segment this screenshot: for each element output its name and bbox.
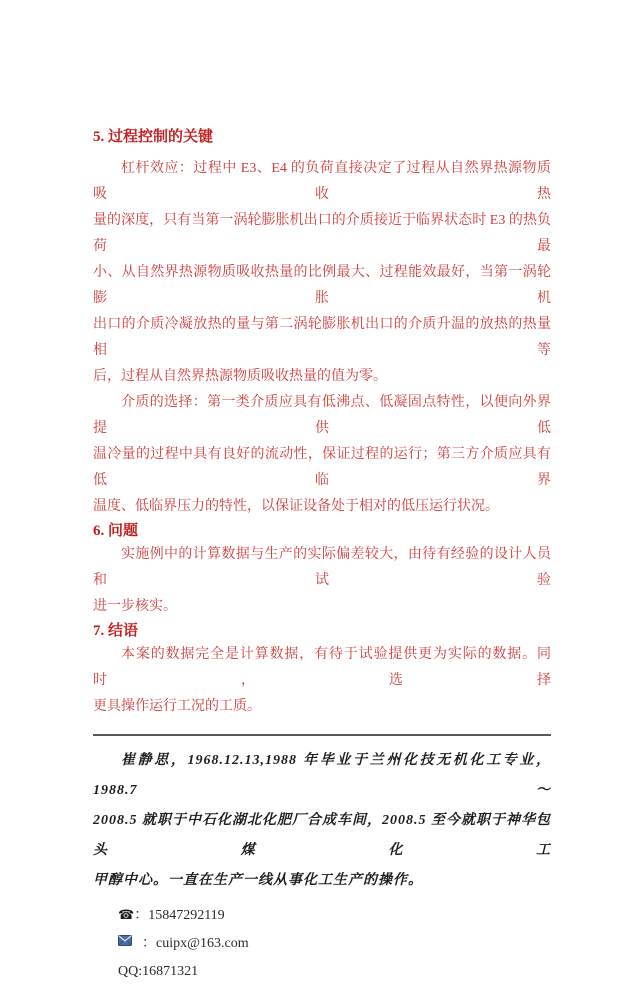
paragraph-line: 杠杆效应：过程中 E3、E4 的负荷直接决定了过程从自然界热源物质吸收热: [93, 161, 551, 202]
email-separator: ：: [142, 936, 156, 952]
paragraph-line: 实施例中的计算数据与生产的实际偏差较大，由待有经验的设计人员和试验: [93, 547, 551, 588]
paragraph-medium-selection: [93, 390, 551, 520]
paragraph-line: 小、从自然界热源物质吸收热量的比例最大、过程能效最好，当第一涡轮膨胀机: [93, 265, 551, 306]
section-heading-6: 6. 问题: [93, 523, 139, 539]
qq-line: QQ:16871321: [118, 964, 199, 980]
email-icon: [118, 929, 132, 957]
phone-line: [118, 902, 551, 930]
horizontal-rule: [93, 734, 551, 736]
phone-number: ：15847292119: [134, 908, 225, 923]
document-content: [93, 126, 551, 986]
paragraph-lever-effect: [93, 156, 551, 390]
section-heading-5: 5. 过程控制的关键: [93, 129, 214, 145]
bio-line: 2008.5 就职于中石化湖北化肥厂合成车间，2008.5 至今就职于神华包头煤化工: [93, 813, 551, 858]
bio-line: 崔静思，1968.12.13,1988 年毕业于兰州化技无机化工专业，1988.7～: [93, 753, 551, 798]
paragraph-line: 进一步核实。: [93, 599, 177, 614]
paragraph-line: 后，过程从自然界热源物质吸收热量的值为零。: [93, 369, 387, 384]
paragraph-conclusion: [93, 642, 551, 720]
paragraph-line: 介质的选择：第一类介质应具有低沸点、低凝固点特性，以便向外界提供低: [93, 395, 551, 436]
email-line: [118, 930, 551, 958]
paragraph-line: 出口的介质冷凝放热的量与第二涡轮膨胀机出口的介质升温的放热的热量相等: [93, 317, 551, 358]
paragraph-line: 更具操作运行工况的工质。: [93, 699, 261, 714]
paragraph-line: 温度、低临界压力的特性，以保证设备处于相对的低压运行状况。: [93, 499, 499, 514]
paragraph-problems: [93, 542, 551, 620]
author-bio: [93, 746, 551, 896]
section-heading-7: 7. 结语: [93, 623, 139, 639]
contact-info: [93, 902, 551, 986]
paragraph-line: 量的深度，只有当第一涡轮膨胀机出口的介质接近于临界状态时 E3 的热负荷最: [93, 213, 551, 254]
paragraph-line: 本案的数据完全是计算数据，有待于试验提供更为实际的数据。同时，选择: [93, 647, 551, 688]
email-address: cuipx@163.com: [156, 936, 249, 952]
bio-line: 甲醇中心。一直在生产一线从事化工生产的操作。: [93, 873, 423, 888]
telephone-icon: ☎: [118, 908, 135, 923]
paragraph-line: 温冷量的过程中具有良好的流动性，保证过程的运行；第三方介质应具有低临界: [93, 447, 551, 488]
